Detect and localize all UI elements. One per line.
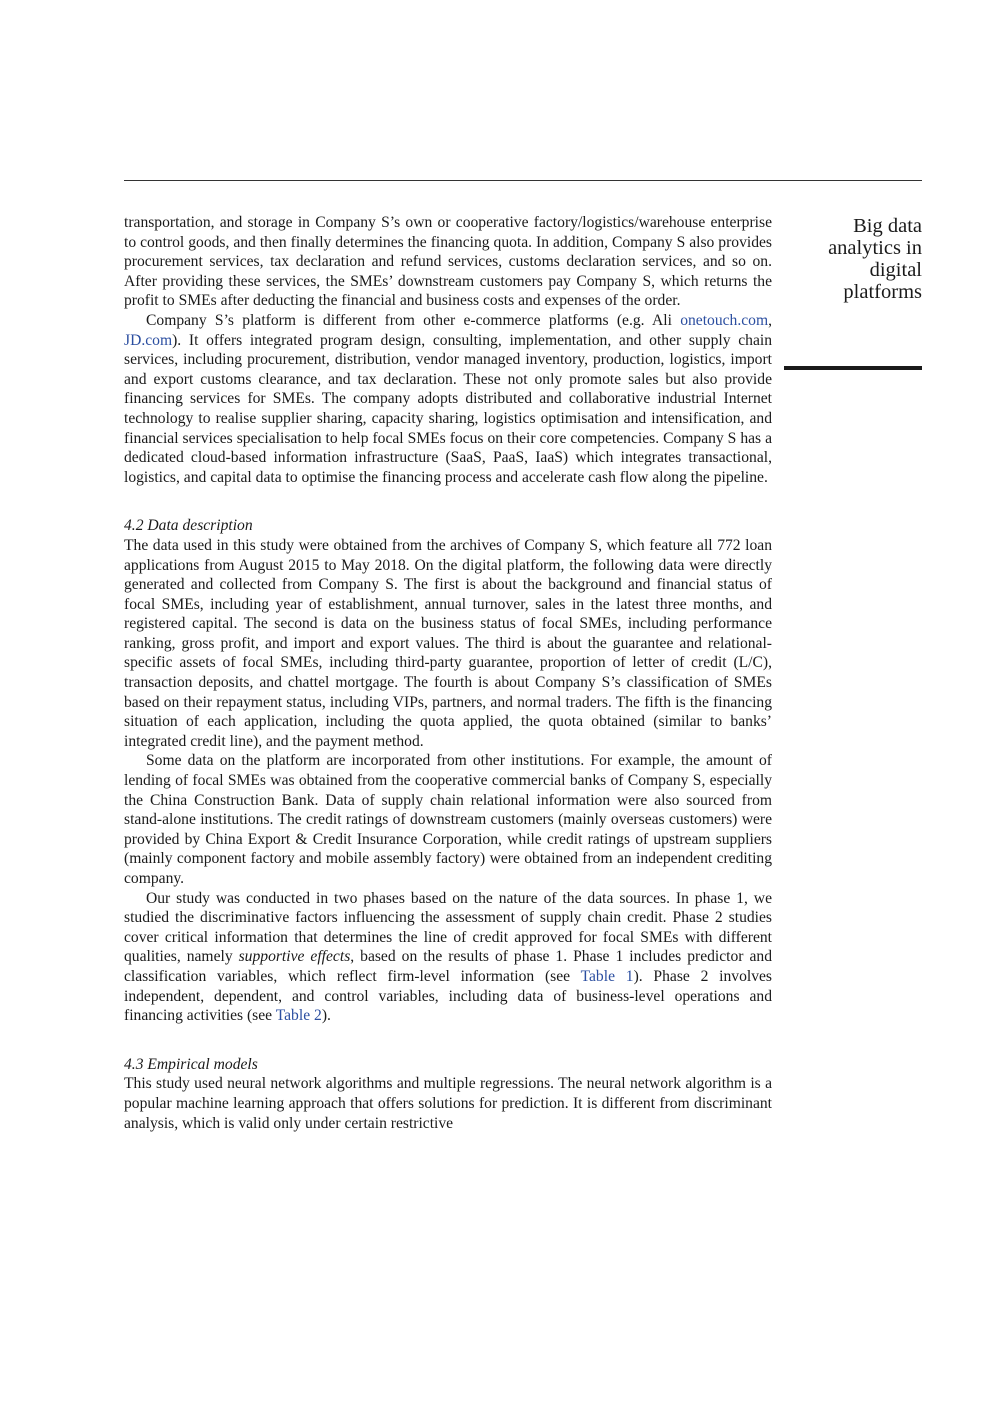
running-head-line: platforms (843, 281, 922, 303)
paragraph-text: ). It offers integrated program design, consulting, implementation, and other supply chain services, including procurement, distribution, vendor managed inventory, production, logistics, import and export customs clearance, and tax declaration. These not only promote sales but also provide financing services for SMEs. The company adopts distributed and collaborative industrial Internet technology to realise supplier sharing, capacity sharing, logistics optimisation and intensification, and financial services specialisation to help focal SMEs focus on their core competencies. Company S has a dedicated cloud-based information infrastructure (SaaS, PaaS, IaaS) which integrates transactional, logistics, and capital data to optimise the financing process and accelerate cash flow along the pipeline. (124, 331, 772, 486)
paragraph: The data used in this study were obtained from the archives of Company S, which feature all 772 loan applications from August 2015 to May 2018. On the digital platform, the following data were directly generated and collected from Company S. The first is about the background and financial status of focal SMEs, including year of establishment, annual turnover, sales in the latest three months, and registered capital. The second is data on the business status of focal SMEs, including performance ranking, gross profit, and import and export values. The third is about the guarantee and relational-specific assets of focal SMEs, including third-party guarantee, proportion of letter of credit (L/C), transaction deposits, and chattel mortgage. The fourth is about Company S’s classification of SMEs based on their repayment status, including VIPs, partners, and normal traders. The fifth is the financing situation of each application, including the quota applied, the quota obtained (similar to banks’ integrated credit line), and the payment method. (124, 536, 772, 750)
jd-link[interactable]: JD.com (124, 331, 173, 349)
body-column (124, 213, 772, 1133)
paragraph-text: Company S’s platform is different from other e-commerce platforms (e.g. Ali (146, 311, 681, 329)
table-1-link[interactable]: Table 1 (580, 967, 634, 985)
header-rule (124, 180, 922, 181)
paragraph: This study used neural network algorithms and multiple regressions. The neural network algorithm is a popular machine learning approach that offers solutions for prediction. It is different from discriminant analysis, which is valid only under certain restrictive (124, 1075, 772, 1132)
section-heading: 4.2 Data description (124, 517, 253, 535)
paragraph-text: ). (321, 1007, 331, 1025)
paragraph-text: , based on the results of phase 1. Phase 1 includes predictor and classification variables, which reflect firm-level information (see (124, 948, 772, 985)
onetouch-link[interactable]: onetouch.com (680, 311, 769, 329)
table-2-link[interactable]: Table 2 (275, 1007, 322, 1025)
paragraph-text: ). Phase 2 involves independent, dependent, and control variables, including data of business-level operations and financing activities (see (124, 967, 772, 1025)
running-head-rule (784, 366, 922, 370)
running-head (762, 215, 922, 303)
paragraph-text: , (768, 311, 772, 329)
running-head-line: digital (869, 259, 922, 281)
paragraph: transportation, and storage in Company S’s own or cooperative factory/logistics/warehouse enterprise to control goods, and then finally determines the financing quota. In addition, Company S also provides procurement services, tax declaration and refund services, customs declaration services, and so on. After providing these services, the SMEs’ downstream customers pay Company S, which returns the profit to SMEs after deducting the financial and business costs and expenses of the order. (124, 214, 772, 310)
section-heading: 4.3 Empirical models (124, 1055, 258, 1073)
paragraph-text: Our study was conducted in two phases based on the nature of the data sources. In phase 1, we studied the discriminative factors influencing the assessment of supply chain credit. Phase 2 studies cover critical information that determines the line of credit approved for focal SMEs with different qualities, namely (124, 889, 772, 966)
paragraph (124, 311, 772, 487)
running-head-line: Big data (853, 215, 922, 237)
running-head-line: analytics in (828, 237, 922, 259)
emphasis: supportive effects (238, 948, 351, 966)
paragraph: Some data on the platform are incorporated from other institutions. For example, the amount of lending of focal SMEs was obtained from the cooperative commercial banks of Company S, especially the China Construction Bank. Data of supply chain relational information were also sourced from stand-alone institutions. The credit ratings of downstream customers (mainly overseas customers) were provided by China Export & Credit Insurance Corporation, while credit ratings of upstream suppliers (mainly component factory and mobile assembly factory) were obtained from an independent crediting company. (124, 752, 772, 887)
paragraph (124, 889, 772, 1026)
